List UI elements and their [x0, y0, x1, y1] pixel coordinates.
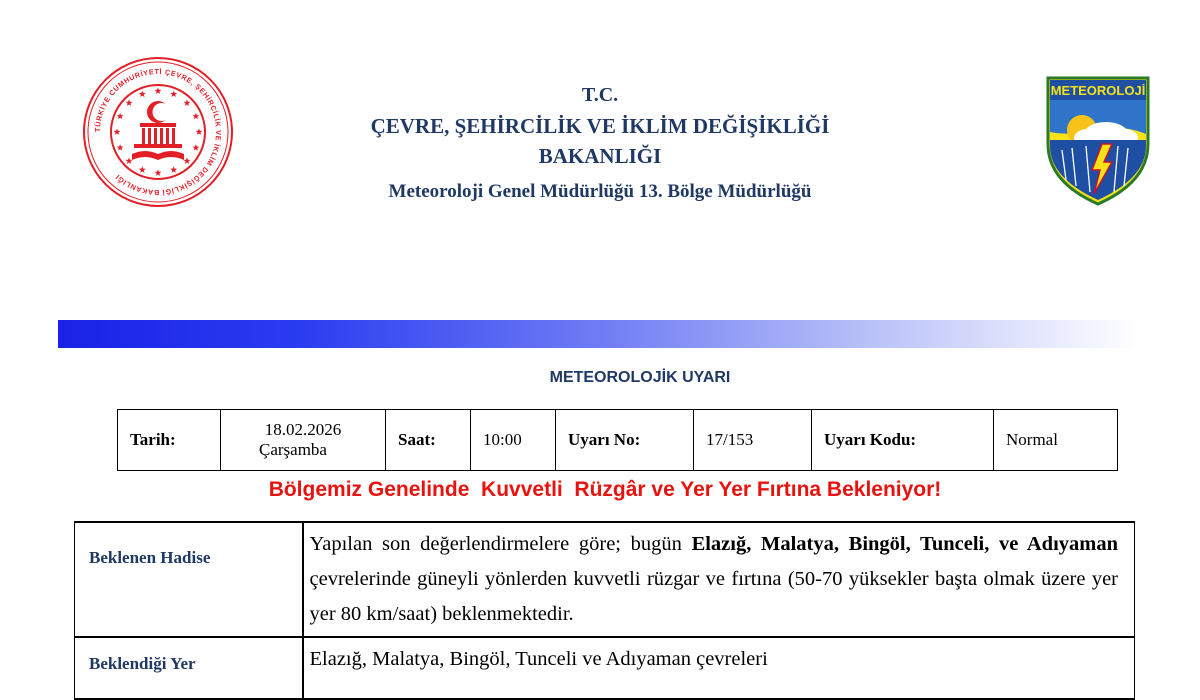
date-label: Tarih: [118, 410, 221, 471]
seal-star-icon [184, 157, 191, 164]
header-ministry-name: ÇEVRE, ŞEHİRCİLİK VE İKLİM DEĞİŞİKLİĞİ [370, 114, 830, 138]
meteoroloji-shield-logo [1042, 74, 1154, 208]
expected-event-text-start: Yapılan son değerlendirmelere göre; bugün [309, 533, 692, 555]
seal-star-icon [184, 99, 191, 106]
warning-number-value: 17/153 [694, 410, 812, 471]
affected-provinces: Elazığ, Malatya, Bingöl, Tunceli, ve Adıyaman [691, 533, 1118, 555]
expected-location-row [75, 637, 1135, 699]
seal-star-icon [139, 166, 146, 173]
warning-details-table [74, 521, 1135, 700]
date-cell [221, 410, 386, 471]
warning-code-value: Normal [994, 410, 1118, 471]
expected-event-text [303, 522, 1135, 637]
seal-star-icon [192, 113, 199, 120]
seal-star-icon [117, 113, 124, 120]
seal-ring-text: TÜRKİYE CUMHURİYETİ ÇEVRE, ŞEHİRCİLİK VE İKLİM DEĞİŞİKLİĞİ BAKANLIĞI [92, 66, 224, 198]
document-title: METEOROLOJİK UYARI [549, 369, 731, 386]
ministry-seal-logo [82, 56, 234, 208]
seal-star-icon [126, 157, 133, 164]
header-state-label: T.C. [581, 84, 619, 106]
seal-star-icon [170, 91, 177, 98]
expected-event-text-end: çevrelerinde güneyli yönlerden kuvvetli rüzgar ve fırtına (50-70 yüksekler başta olmak üzere yer yer 80 km/saat) beklenmektedir. [309, 568, 1118, 625]
seal-star-icon [192, 144, 199, 151]
seal-star-icon [196, 128, 203, 135]
time-value: 10:00 [471, 410, 556, 471]
expected-location-text: Elazığ, Malatya, Bingöl, Tunceli ve Adıyaman çevreleri [303, 637, 1135, 699]
svg-text:TÜRKİYE CUMHURİYETİ ÇEVRE, ŞEH [93, 67, 223, 197]
warning-info-table [117, 409, 1118, 471]
logo-wordmark: METEOROLOJİ [1050, 83, 1146, 98]
warning-headline: Bölgemiz Genelinde Kuvvetli Rüzgâr ve Yer Yer Fırtına Bekleniyor! [268, 478, 942, 501]
header-gradient-bar [58, 320, 1140, 348]
warning-code-label: Uyarı Kodu: [812, 410, 994, 471]
time-label: Saat: [386, 410, 471, 471]
seal-star-icon [114, 128, 121, 135]
expected-event-label: Beklenen Hadise [75, 522, 303, 637]
warning-number-label: Uyarı No: [556, 410, 694, 471]
expected-event-row [75, 522, 1135, 637]
date-value: 18.02.2026 [264, 420, 342, 439]
seal-star-icon [170, 166, 177, 173]
seal-star-icon [117, 144, 124, 151]
seal-star-icon [126, 99, 133, 106]
day-value: Çarşamba [259, 440, 327, 459]
seal-star-icon [155, 169, 162, 176]
seal-star-icon [139, 91, 146, 98]
header-directorate: Meteoroloji Genel Müdürlüğü 13. Bölge Müdürlüğü [388, 181, 812, 202]
expected-location-label: Beklendiği Yer [75, 637, 303, 699]
seal-star-icon [155, 87, 162, 94]
header-ministry-name-cont: BAKANLIĞI [538, 144, 662, 168]
